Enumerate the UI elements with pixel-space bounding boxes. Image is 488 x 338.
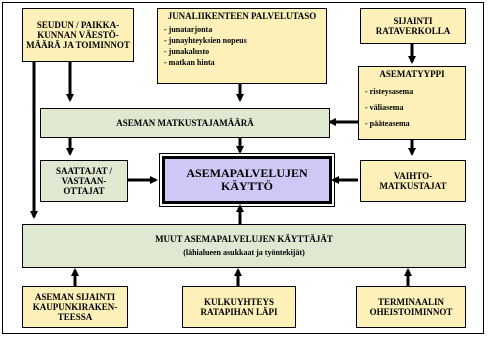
- list-item: - pääteasema: [365, 119, 410, 128]
- asematyyppi-box: [358, 66, 466, 140]
- list-item: - junatarjonta: [164, 25, 213, 34]
- kulkuyhteys-box: [182, 286, 296, 328]
- junaliikenne-title: JUNALIIKENTEEN PALVELUTASO: [167, 11, 317, 21]
- kulkuyhteys-label: KULKUYHTEYS RATAPIHAN LÄPI: [200, 297, 278, 317]
- saattajat-label: SAATTAJAT / VASTAAN- OTTAJAT: [55, 166, 113, 196]
- terminaalin-box: [356, 286, 466, 328]
- seudun-label: SEUDUN / PAIKKA- KUNNAN VÄESTÖ- MÄÄRÄ JA TOIMINNOT: [26, 20, 130, 50]
- asemapalvelut-box: [162, 156, 332, 204]
- muut-kayttajat-subtitle: (lähialueen asukkaat ja työntekijät): [183, 248, 305, 257]
- list-item: - matkan hinta: [164, 58, 215, 67]
- list-item: - väliasema: [365, 103, 404, 112]
- matkustajamaara-label: ASEMAN MATKUSTAJAMÄÄRÄ: [116, 118, 254, 128]
- aseman-sijainti-box: [22, 286, 128, 328]
- asemapalvelut-label: ASEMAPALVELUJEN KÄYTTÖ: [186, 166, 308, 193]
- asematyyppi-title: ASEMATYYPPI: [379, 69, 445, 79]
- list-item: - junakalusto: [164, 47, 210, 56]
- vaihtomatkustajat-label: VAIHTO- MATKUSTAJAT: [379, 171, 447, 191]
- junaliikenne-list: [164, 24, 320, 68]
- saattajat-box: [40, 160, 128, 202]
- matkustajamaara-box: [40, 108, 330, 138]
- terminaalin-label: TERMINAALIN OHEISTOIMINNOT: [369, 297, 453, 317]
- sijainti-rataverkolla-label: SIJAINTI RATAVERKOLLA: [375, 16, 451, 36]
- sijainti-rataverkolla-box: [360, 8, 466, 44]
- muut-kayttajat-box: [22, 224, 466, 268]
- asematyyppi-list: [365, 84, 459, 132]
- vaihtomatkustajat-box: [360, 160, 466, 202]
- list-item: - risteysasema: [365, 87, 414, 96]
- muut-kayttajat-title: MUUT ASEMAPALVELUJEN KÄYTTÄJÄT: [155, 234, 333, 244]
- junaliikenne-box: [157, 8, 327, 84]
- seudun-box: [22, 8, 134, 62]
- list-item: - junayhteyksien nopeus: [164, 36, 247, 45]
- aseman-sijainti-label: ASEMAN SIJAINTI KAUPUNKIRAKEN- TEESSA: [32, 292, 118, 322]
